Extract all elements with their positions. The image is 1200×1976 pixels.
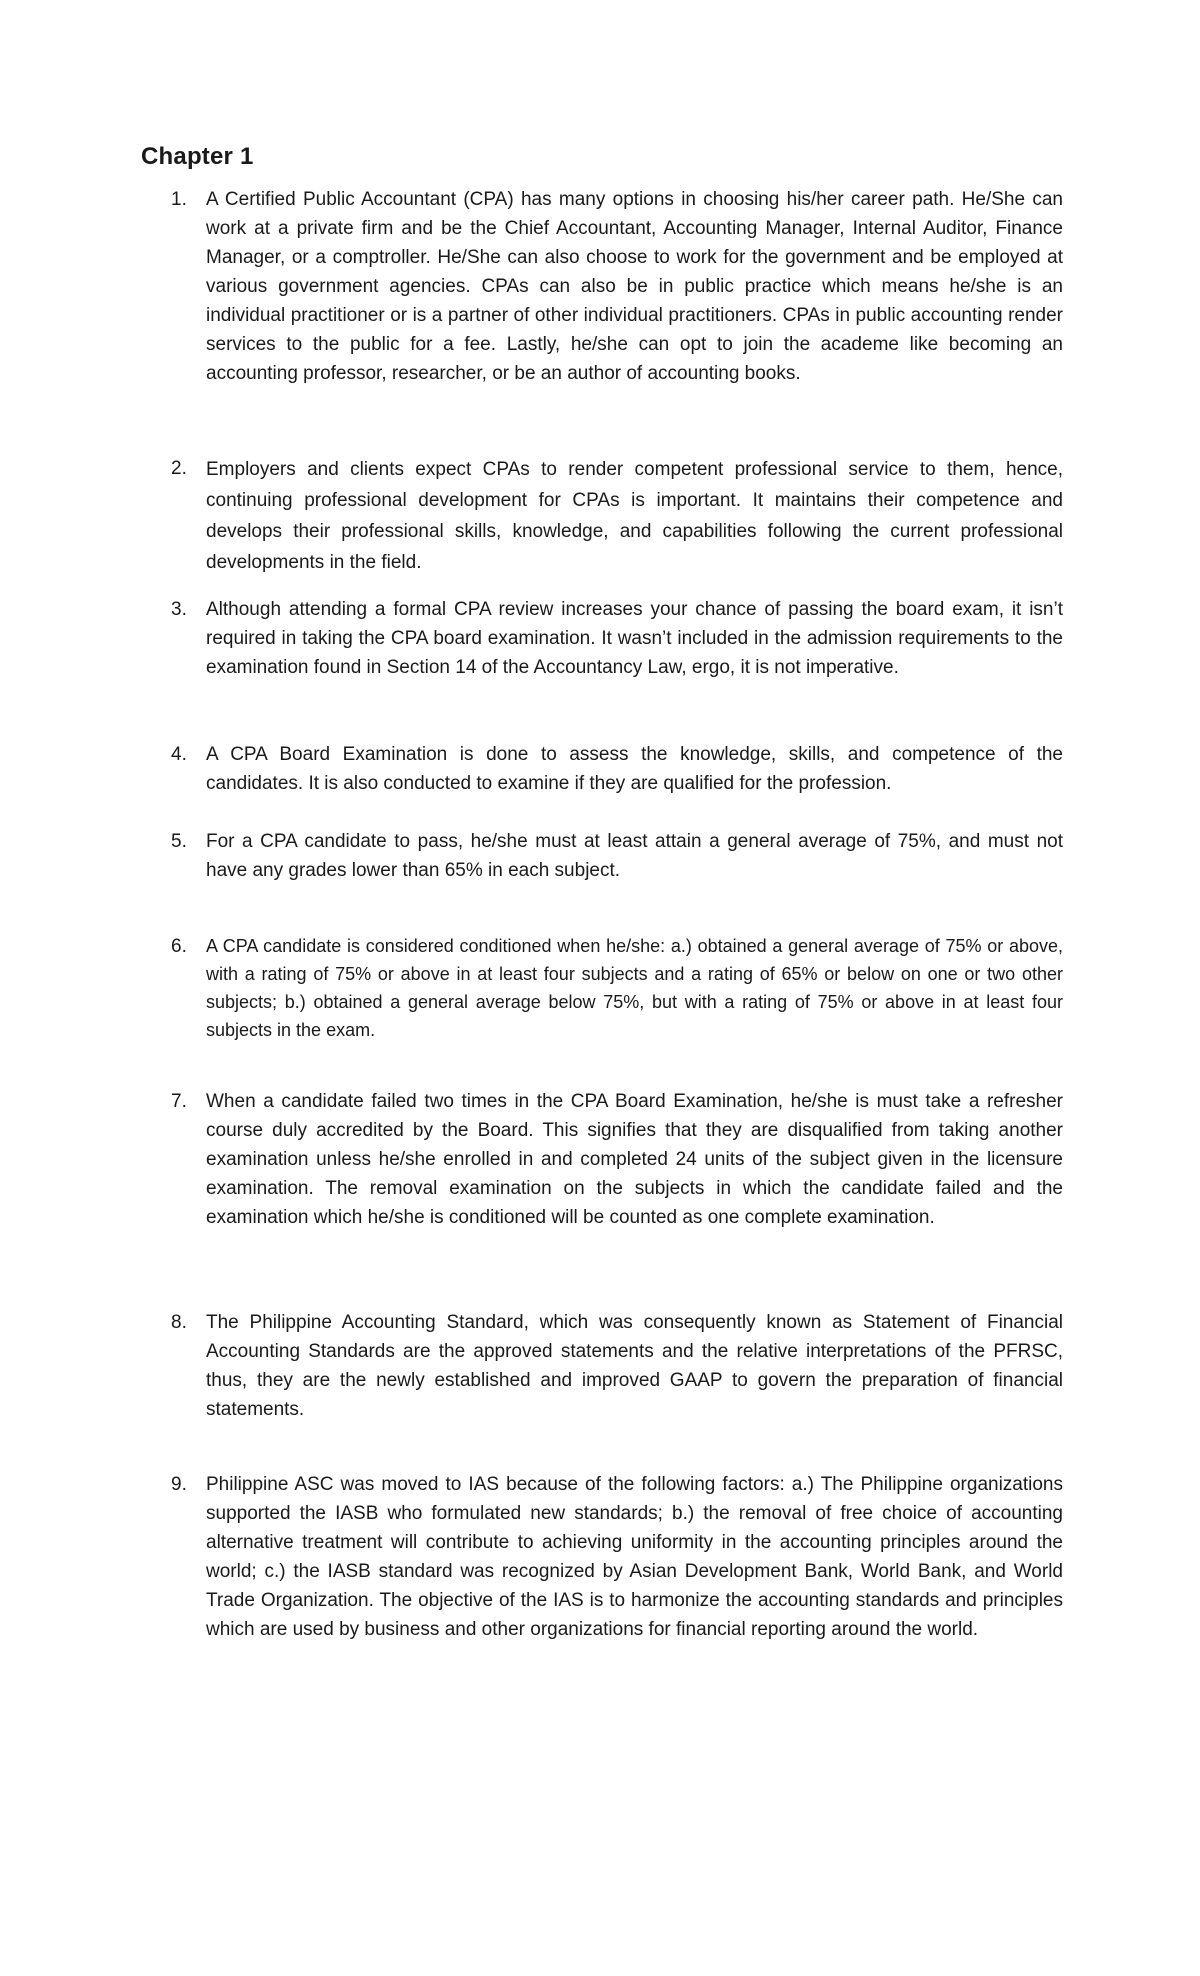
answer-text: A CPA candidate is considered conditioned when he/she: a.) obtained a general average of 75% or above, with a rating of 75% or above in at least four subjects and a rating of 65% or below on one or two other subjects; b.) obtained a general average below 75%, but with a rating of 75% or above in at least four subjects in the exam. <box>206 936 1063 1040</box>
answer-text: Employers and clients expect CPAs to render competent professional service to them, hence, continuing professional development for CPAs is important. It maintains their competence and develops their professional skills, knowledge, and capabilities following the current professional developments in the field. <box>206 459 1063 573</box>
answer-number: 2. <box>171 458 187 479</box>
answer-number: 7. <box>171 1091 187 1112</box>
answer-text: The Philippine Accounting Standard, which was consequently known as Statement of Financial Accounting Standards are the approved statements and the relative interpretations of the PFRSC, thus, they are the newly established and improved GAAP to govern the preparation of financial statements. <box>206 1312 1063 1420</box>
answer-number: 9. <box>171 1474 187 1495</box>
answer-text: A CPA Board Examination is done to assess the knowledge, skills, and competence of the candidates. It is also conducted to examine if they are qualified for the profession. <box>206 744 1063 794</box>
answer-text: A Certified Public Accountant (CPA) has many options in choosing his/her career path. He/She can work at a private firm and be the Chief Accountant, Accounting Manager, Internal Auditor, Finance Manager, or a comptroller. He/She can also choose to work for the government and be employed at various government agencies. CPAs can also be in public practice which means he/she is an individual practitioner or is a partner of other individual practitioners. CPAs in public accounting render services to the public for a fee. Lastly, he/she can opt to join the academe like becoming an accounting professor, researcher, or be an author of accounting books. <box>206 189 1063 384</box>
answer-text: Although attending a formal CPA review increases your chance of passing the board exam, it isn’t required in taking the CPA board examination. It wasn’t included in the admission requirements to the examination found in Section 14 of the Accountancy Law, ergo, it is not imperative. <box>206 599 1063 678</box>
answer-number: 3. <box>171 599 187 620</box>
answer-number: 8. <box>171 1312 187 1333</box>
answer-number: 1. <box>171 189 187 210</box>
answer-number: 5. <box>171 831 187 852</box>
answer-number: 6. <box>171 936 187 957</box>
answer-number: 4. <box>171 744 187 765</box>
answer-text: For a CPA candidate to pass, he/she must at least attain a general average of 75%, and must not have any grades lower than 65% in each subject. <box>206 831 1063 881</box>
answer-text: When a candidate failed two times in the CPA Board Examination, he/she is must take a refresher course duly accredited by the Board. This signifies that they are disqualified from taking another examination unless he/she enrolled in and completed 24 units of the subject given in the licensure examination. The removal examination on the subjects in which the candidate failed and the examination which he/she is conditioned will be counted as one complete examination. <box>206 1091 1063 1228</box>
answer-text: Philippine ASC was moved to IAS because of the following factors: a.) The Philippine organizations supported the IASB who formulated new standards; b.) the removal of free choice of accounting alternative treatment will contribute to achieving uniformity in the accounting principles around the world; c.) the IASB standard was recognized by Asian Development Bank, World Bank, and World Trade Organization. The objective of the IAS is to harmonize the accounting standards and principles which are used by business and other organizations for financial reporting around the world. <box>206 1474 1063 1640</box>
chapter-title: Chapter 1 <box>141 143 254 170</box>
